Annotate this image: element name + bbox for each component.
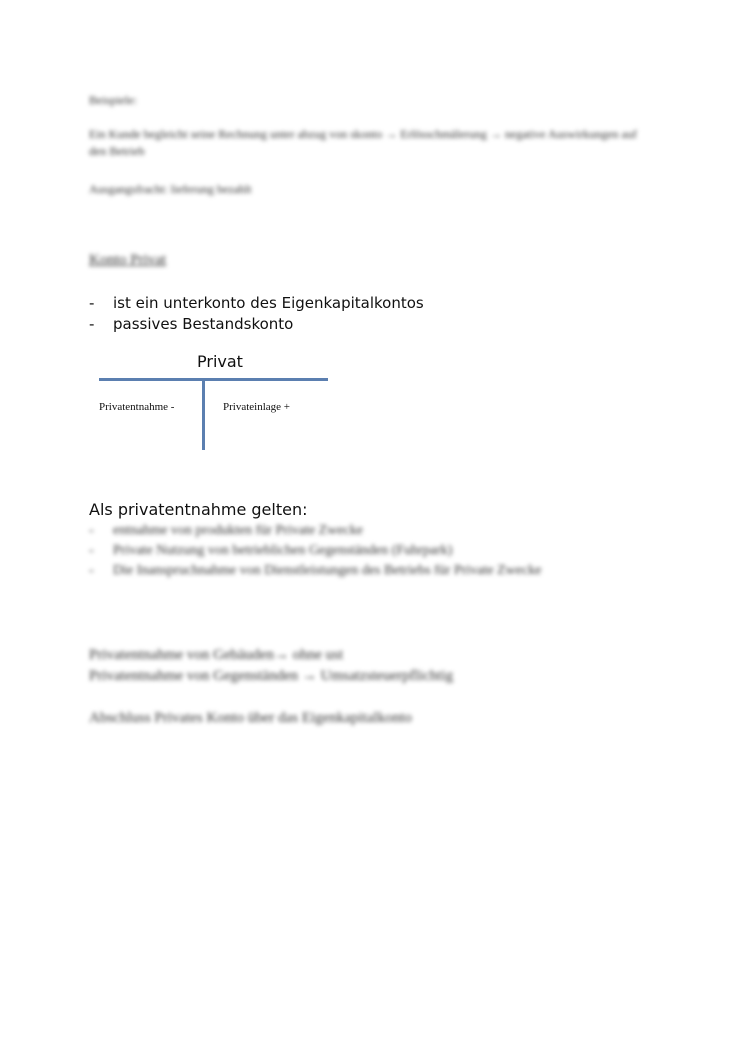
note-line: Abschluss Privates Konto über das Eigenkapitalkonto	[89, 710, 412, 726]
list-item: - Private Nutzung von betrieblichen Gegenständen (Fuhrpark)	[89, 541, 649, 561]
konto-privat-heading: Konto Privat	[89, 252, 167, 268]
example-text-2: Ausgangsfracht: lieferung bezahlt	[89, 182, 252, 196]
example-text: Ein Kunde begleicht seine Rechnung unter abzug von skonto → Erlösschmälerung → negative Auswirkungen auf den Betrieb	[89, 127, 637, 158]
konto-properties-list	[89, 293, 424, 335]
list-item: - ist ein unterkonto des Eigenkapitalkontos	[89, 293, 424, 314]
examples-label: Beispiele:	[89, 93, 137, 107]
list-item: - entnahme von produkten für Private Zwecke	[89, 521, 649, 541]
note-line: Privatentnahme von Gebäuden→ ohne ust	[89, 647, 344, 663]
t-account-vertical-line	[202, 378, 205, 450]
privatentnahme-list	[89, 521, 649, 581]
privatentnahme-heading: Als privatentnahme gelten:	[89, 500, 308, 519]
list-item: - Die Inanspruchnahme von Dienstleistungen des Betriebs für Private Zwecke	[89, 561, 649, 581]
t-account-diagram	[99, 352, 329, 452]
t-account-title: Privat	[197, 352, 243, 371]
note-line: Privatentnahme von Gegenständen → Umsatzsteuerpflichtig	[89, 668, 454, 684]
t-account-credit-label: Privateinlage +	[223, 401, 290, 413]
list-item: - passives Bestandskonto	[89, 314, 424, 335]
t-account-horizontal-line	[99, 378, 328, 381]
t-account-debit-label: Privatentnahme -	[99, 401, 175, 413]
